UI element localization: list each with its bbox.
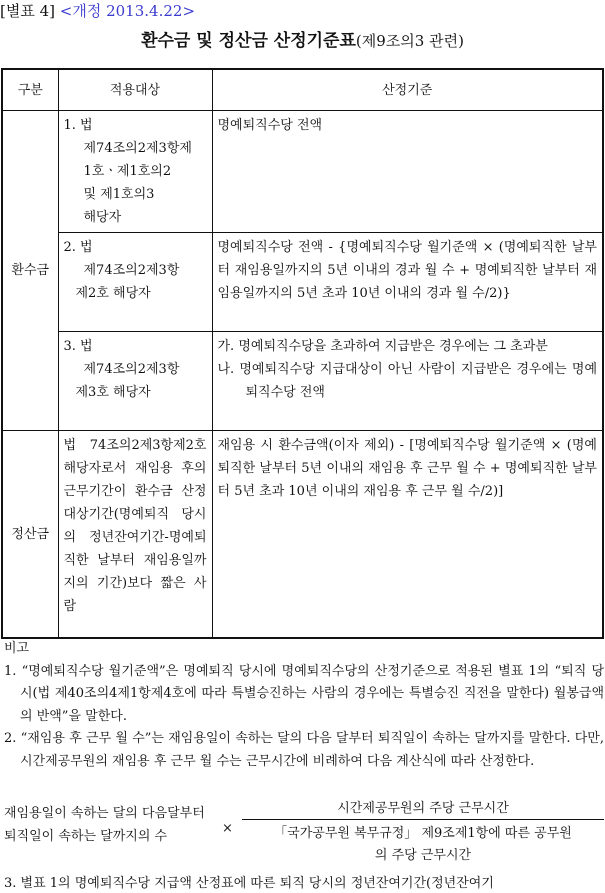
target-line: 제3호 해당자: [75, 385, 151, 400]
target-cell: [58, 332, 212, 431]
col-header-target: 적용대상: [58, 69, 212, 111]
formula-operator: ×: [222, 821, 233, 836]
target-line: 2. 법: [63, 240, 93, 255]
amendment-link[interactable]: <개정 2013.4.22>: [59, 2, 196, 20]
note-item: 2. “재임용 후 근무 월 수”는 재임용일이 속하는 달의 다음 달부터 퇴직일이 속하는 달까지를 말한다. 다만, 시간제공무원의 재임용 후 근무 월 수는 근무시간에 비례하여 다음 계산식에 따라 산정한다.: [4, 731, 604, 769]
target-line: 3. 법: [63, 339, 93, 354]
target-line: 1호ㆍ제1호의2: [83, 164, 172, 179]
criteria-text: 명예퇴직수당 전액: [217, 118, 323, 133]
criteria-item: 가. 명예퇴직수당을 초과하여 지급받은 경우에는 그 초과분: [217, 339, 548, 354]
formula-numerator: 시간제공무원의 주당 근무시간: [337, 801, 509, 816]
target-line: 제74조의2제3항: [83, 362, 180, 377]
notes-section: [4, 638, 604, 773]
criteria-item: 나. 명예퇴직수당 지급대상이 아닌 사람이 지급받은 경우에는 명예퇴직수당 전액: [217, 362, 597, 400]
criteria-cell: 명예퇴직수당 전액 - {명예퇴직수당 월기준액 × (명예퇴직한 날부터 재임용일까지의 5년 이내의 경과 월 수 + 명예퇴직한 날부터 재임용일까지의 5년 초과 10년 이내의 경과 월 수/2)}: [212, 233, 603, 332]
col-header-category: 구분: [2, 69, 58, 111]
table-row: [2, 111, 603, 233]
work-months-formula: [4, 801, 604, 865]
col-header-criteria: 산정기준: [212, 69, 603, 111]
annex-header: [0, 0, 195, 21]
formula-denominator: [242, 823, 604, 867]
note-item-partial: 3. 별표 1의 명예퇴직수당 지급액 산정표에 따른 퇴직 당시의 정년잔여기간(정년잔여기: [4, 876, 494, 891]
note-item: 1. “명예퇴직수당 월기준액”은 명예퇴직 당시에 명예퇴직수당의 산정기준으로 적용된 별표 1의 “퇴직 당시(법 제40조의4제1항제4호에 따라 특별승진하는 사람의 경우에는 특별승진 직전을 말한다) 월봉급액의 반액”을 말한다.: [4, 663, 604, 724]
target-cell: [58, 233, 212, 332]
criteria-table: [1, 68, 604, 639]
annex-label: [별표 4]: [0, 2, 55, 20]
fraction-bar: [242, 819, 604, 820]
target-line: 1. 법: [63, 118, 93, 133]
document-title: [0, 26, 605, 51]
category-refund: 환수금: [2, 111, 58, 431]
target-line: 해당자: [83, 210, 122, 225]
target-cell: [58, 111, 212, 233]
table-header-row: [2, 69, 603, 111]
target-line: 및 제1호의3: [83, 187, 155, 202]
denominator-line: 「국가공무원 복무규정」 제9조제1항에 따른 공무원: [274, 826, 572, 841]
criteria-cell: 재임용 시 환수금액(이자 제외) - [명예퇴직수당 월기준액 × (명예퇴직한 날부터 5년 이내의 재임용 후 근무 월 수 + 명예퇴직한 날부터 5년 초과 10년 이내의 재임용 후 근무 월 수/2)]: [212, 431, 603, 639]
target-line: 제74조의2제3항제: [83, 141, 192, 156]
notes-heading: 비고: [4, 641, 30, 656]
title-sub: (제9조의3 관련): [355, 32, 464, 50]
target-line: 제74조의2제3항: [83, 263, 180, 278]
table-row: [2, 431, 603, 639]
criteria-cell: [212, 111, 603, 233]
table-row: [2, 332, 603, 431]
target-cell: 법 74조의2제3항제2호 해당자로서 재임용 후의 근무기간이 환수금 산정 대상기간(명예퇴직 당시의 정년잔여기간-명예퇴직한 날부터 재임용일까지의 기간)보다 짧은 사람: [58, 431, 212, 639]
category-settlement: 정산금: [2, 431, 58, 639]
criteria-cell: [212, 332, 603, 431]
denominator-line: 의 주당 근무시간: [374, 848, 472, 863]
title-main: 환수금 및 정산금 산정기준표: [141, 31, 356, 51]
table-row: [2, 233, 603, 332]
formula-left-term: 재임용일이 속하는 달의 다음달부터 퇴직일이 속하는 달까지의 수: [4, 806, 205, 844]
target-line: 제2호 해당자: [75, 286, 151, 301]
